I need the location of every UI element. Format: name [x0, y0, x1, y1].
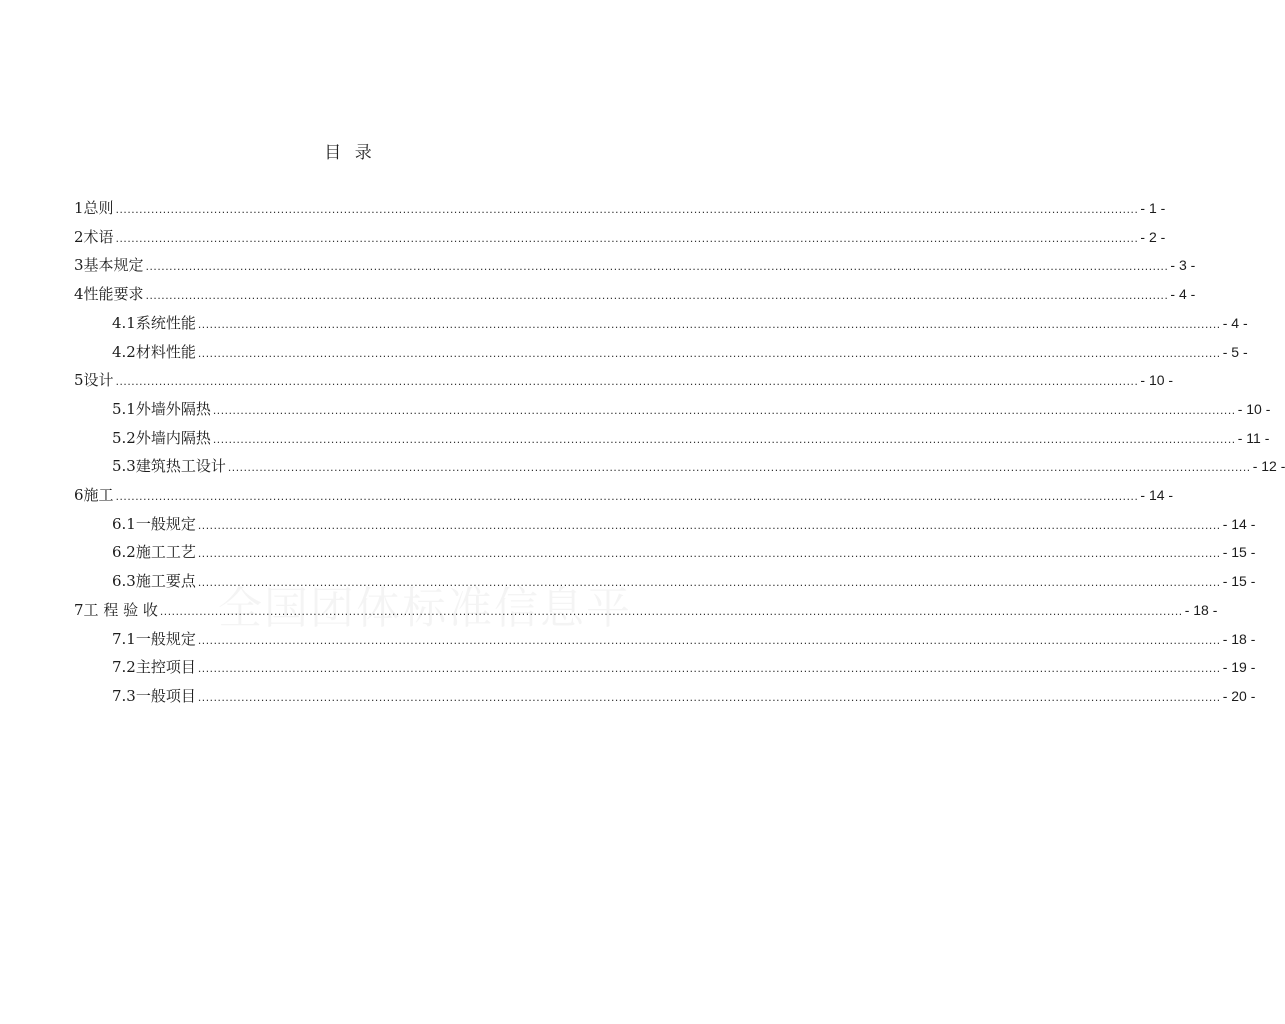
toc-entry-page: - 4 - [1170, 286, 1196, 303]
toc-leader-dots: .................................................................................................................................................................................................................................................................... [115, 202, 1139, 216]
toc-entry-title: 总则 [83, 199, 114, 217]
toc-leader-dots: .................................................................................................................................................................................................................................................................... [145, 288, 1169, 303]
toc-entry[interactable] [112, 649, 1256, 677]
toc-entry-number: 7.1 [112, 629, 136, 648]
toc-entry[interactable] [74, 592, 1218, 620]
toc-entry[interactable] [112, 534, 1256, 562]
toc-entry-page: - 5 - [1222, 343, 1248, 360]
toc-entry[interactable] [112, 506, 1256, 534]
toc-leader-dots: .................................................................................................................................................................................................................................................................... [197, 661, 1221, 676]
toc-leader-dots: .................................................................................................................................................................................................................................................................... [227, 460, 1251, 475]
toc-leader-dots: .................................................................................................................................................................................................................................................................... [115, 489, 1139, 503]
toc-entry-title: 系统性能 [135, 313, 196, 332]
toc-entry[interactable] [112, 391, 1271, 419]
toc-entry[interactable] [74, 219, 1166, 247]
toc-leader-dots: .................................................................................................................................................................................................................................................................... [145, 259, 1169, 274]
toc-entry-number: 6.3 [112, 572, 136, 591]
toc-entry-page: - 1 - [1140, 200, 1166, 216]
toc-entry-page: - 12 - [1252, 458, 1285, 475]
toc-entry-title: 工 程 验 收 [83, 600, 158, 619]
toc-entry-number: 3 [74, 256, 84, 275]
toc-entry-number: 4 [74, 285, 84, 304]
toc-leader-dots: .................................................................................................................................................................................................................................................................... [115, 374, 1139, 389]
toc-entry-title: 术语 [83, 227, 114, 246]
toc-entry[interactable] [112, 305, 1248, 333]
toc-leader-dots: .................................................................................................................................................................................................................................................................... [159, 603, 1183, 618]
toc-entry[interactable] [112, 334, 1248, 362]
toc-entry-page: - 20 - [1222, 687, 1256, 704]
toc-entry-page: - 19 - [1222, 659, 1256, 676]
toc-entry-title: 外墙内隔热 [135, 428, 211, 447]
toc-entry-number: 7 [74, 600, 84, 619]
toc-entry[interactable] [74, 276, 1196, 304]
toc-leader-dots: .................................................................................................................................................................................................................................................................... [197, 575, 1221, 590]
toc-entry-number: 7.2 [112, 658, 136, 677]
toc-entry-title: 施工工艺 [135, 543, 196, 562]
toc-entry[interactable] [74, 247, 1196, 275]
toc-entry-title: 建筑热工设计 [135, 457, 226, 476]
toc-entry-number: 5.1 [112, 399, 136, 418]
toc-entry-title: 主控项目 [135, 658, 196, 677]
toc-entry-title: 性能要求 [83, 285, 144, 304]
toc-entry[interactable] [74, 190, 1166, 218]
toc-entry-title: 基本规定 [83, 256, 144, 275]
toc-entry-number: 6.1 [112, 514, 136, 533]
toc-entry-page: - 11 - [1237, 429, 1270, 446]
toc-entry-page: - 18 - [1184, 601, 1218, 618]
toc-entry-title: 一般项目 [135, 686, 196, 705]
toc-entry-number: 6 [74, 486, 84, 504]
toc-leader-dots: .................................................................................................................................................................................................................................................................... [212, 402, 1236, 417]
toc-entry-number: 5 [74, 371, 84, 390]
toc-entry-number: 5.3 [112, 457, 136, 476]
toc-leader-dots: .................................................................................................................................................................................................................................................................... [212, 431, 1236, 446]
toc-entry-page: - 2 - [1140, 228, 1166, 245]
toc-entry[interactable] [112, 678, 1256, 706]
toc-leader-dots: .................................................................................................................................................................................................................................................................... [115, 230, 1139, 245]
toc-leader-dots: .................................................................................................................................................................................................................................................................... [197, 689, 1221, 704]
toc-entry-title: 材料性能 [135, 342, 196, 361]
toc-leader-dots: .................................................................................................................................................................................................................................................................... [197, 546, 1221, 561]
toc-entry-page: - 15 - [1222, 544, 1256, 561]
toc-entry-page: - 10 - [1140, 372, 1174, 389]
toc-entry-page: - 14 - [1222, 515, 1256, 532]
toc-entry-page: - 4 - [1222, 314, 1248, 331]
toc-entry-number: 5.2 [112, 428, 136, 447]
toc-entry-title: 一般规定 [135, 629, 196, 648]
toc-entry-number: 7.3 [112, 686, 136, 705]
toc-entry-title: 外墙外隔热 [135, 399, 211, 418]
toc-heading: 目 录 [324, 143, 376, 163]
toc-entry-page: - 18 - [1222, 630, 1256, 647]
toc-entry-title: 一般规定 [135, 514, 196, 533]
toc-entry-title: 施工 [83, 486, 114, 504]
toc-entry[interactable] [112, 448, 1285, 476]
toc-entry-title: 施工要点 [135, 572, 196, 591]
toc-entry[interactable] [112, 621, 1256, 649]
toc-entry-number: 6.2 [112, 543, 136, 562]
toc-entry[interactable] [74, 362, 1174, 390]
toc-entry-page: - 14 - [1140, 487, 1174, 503]
toc-entry-page: - 10 - [1237, 400, 1271, 417]
toc-entry-number: 4.2 [112, 342, 136, 361]
toc-entry[interactable] [112, 563, 1256, 591]
toc-entry-page: - 3 - [1170, 257, 1196, 274]
toc-leader-dots: .................................................................................................................................................................................................................................................................... [197, 316, 1221, 331]
toc-leader-dots: .................................................................................................................................................................................................................................................................... [197, 632, 1221, 647]
toc-entry-title: 设计 [83, 371, 114, 390]
toc-entry-page: - 15 - [1222, 573, 1256, 590]
toc-entry-number: 1 [74, 199, 84, 217]
toc-entry[interactable] [112, 420, 1270, 448]
toc-entry-number: 4.1 [112, 313, 136, 332]
toc-entry[interactable] [74, 477, 1174, 505]
toc-leader-dots: .................................................................................................................................................................................................................................................................... [197, 517, 1221, 532]
toc-leader-dots: .................................................................................................................................................................................................................................................................... [197, 345, 1221, 360]
toc-entry-number: 2 [74, 227, 84, 246]
